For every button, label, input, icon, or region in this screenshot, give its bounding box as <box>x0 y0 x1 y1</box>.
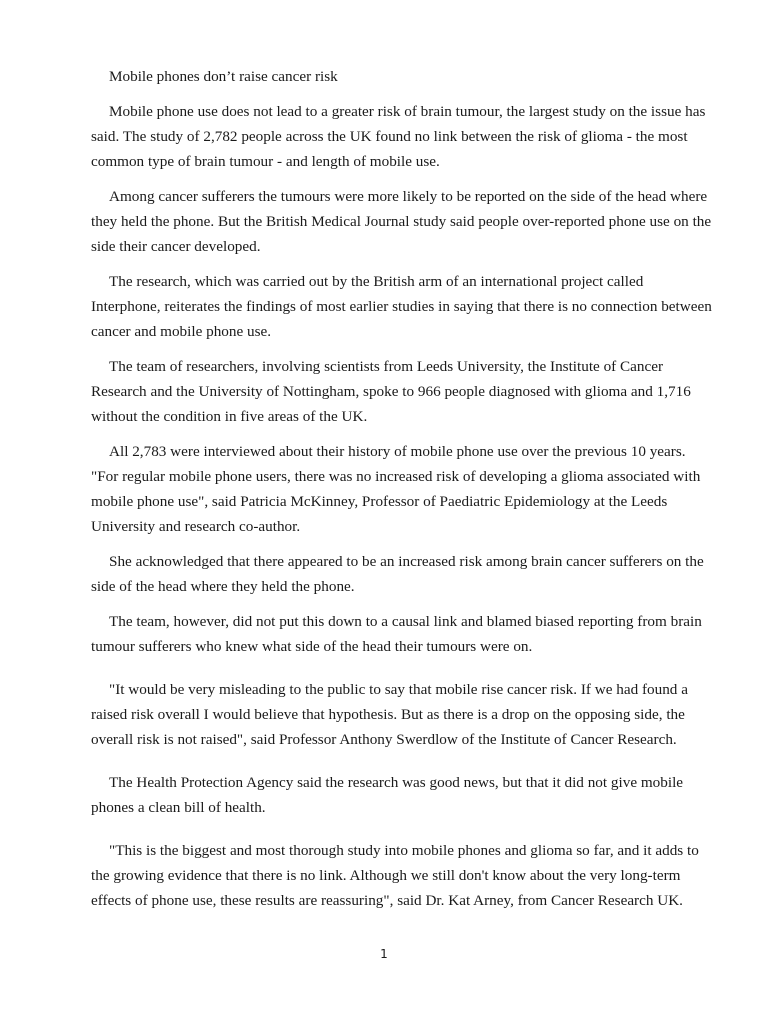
page-number: 1 <box>380 947 388 961</box>
paragraph-6: She acknowledged that there appeared to be an increased risk among brain cancer sufferers on the side of the head where they held the phone. <box>91 553 704 595</box>
paragraph-3: The research, which was carried out by the British arm of an international project called Interphone, reiterates the findings of most earlier studies in saying that there is no connection between cancer and mobile phone use. <box>91 273 712 340</box>
paragraph-1: Mobile phone use does not lead to a greater risk of brain tumour, the largest study on the issue has said. The study of 2,782 people across the UK found no link between the risk of glioma - the most common type of brain tumour - and length of mobile use. <box>91 103 706 170</box>
paragraph-9: The Health Protection Agency said the research was good news, but that it did not give mobile phones a clean bill of health. <box>91 774 684 816</box>
paragraph-10: "This is the biggest and most thorough study into mobile phones and glioma so far, and it adds to the growing evidence that there is no link. Although we still don't know about the very long-term effects of phone use, these results are reassuring", said Dr. Kat Arney, from Cancer Research UK. <box>91 842 699 909</box>
paragraph-8: "It would be very misleading to the public to say that mobile rise cancer risk. If we had found a raised risk overall I would believe that hypothesis. But as there is a drop on the opposing side, the overall risk is not raised", said Professor Anthony Swerdlow of the Institute of Cancer Research. <box>91 681 688 748</box>
paragraph-7: The team, however, did not put this down to a causal link and blamed biased reporting from brain tumour sufferers who knew what side of the head their tumours were on. <box>91 613 702 655</box>
paragraph-4: The team of researchers, involving scientists from Leeds University, the Institute of Cancer Research and the University of Nottingham, spoke to 966 people diagnosed with glioma and 1,716 without the condition in five areas of the UK. <box>91 358 691 425</box>
article-title: Mobile phones don’t raise cancer risk <box>109 68 338 85</box>
paragraph-2: Among cancer sufferers the tumours were more likely to be reported on the side of the head where they held the phone. But the British Medical Journal study said people over-reported phone use on the side their cancer developed. <box>91 188 712 255</box>
paragraph-5: All 2,783 were interviewed about their history of mobile phone use over the previous 10 years. "For regular mobile phone users, there was no increased risk of developing a glioma associated with mobile phone use", said Patricia McKinney, Professor of Paediatric Epidemiology at the Leeds University and research co-author. <box>91 443 701 535</box>
